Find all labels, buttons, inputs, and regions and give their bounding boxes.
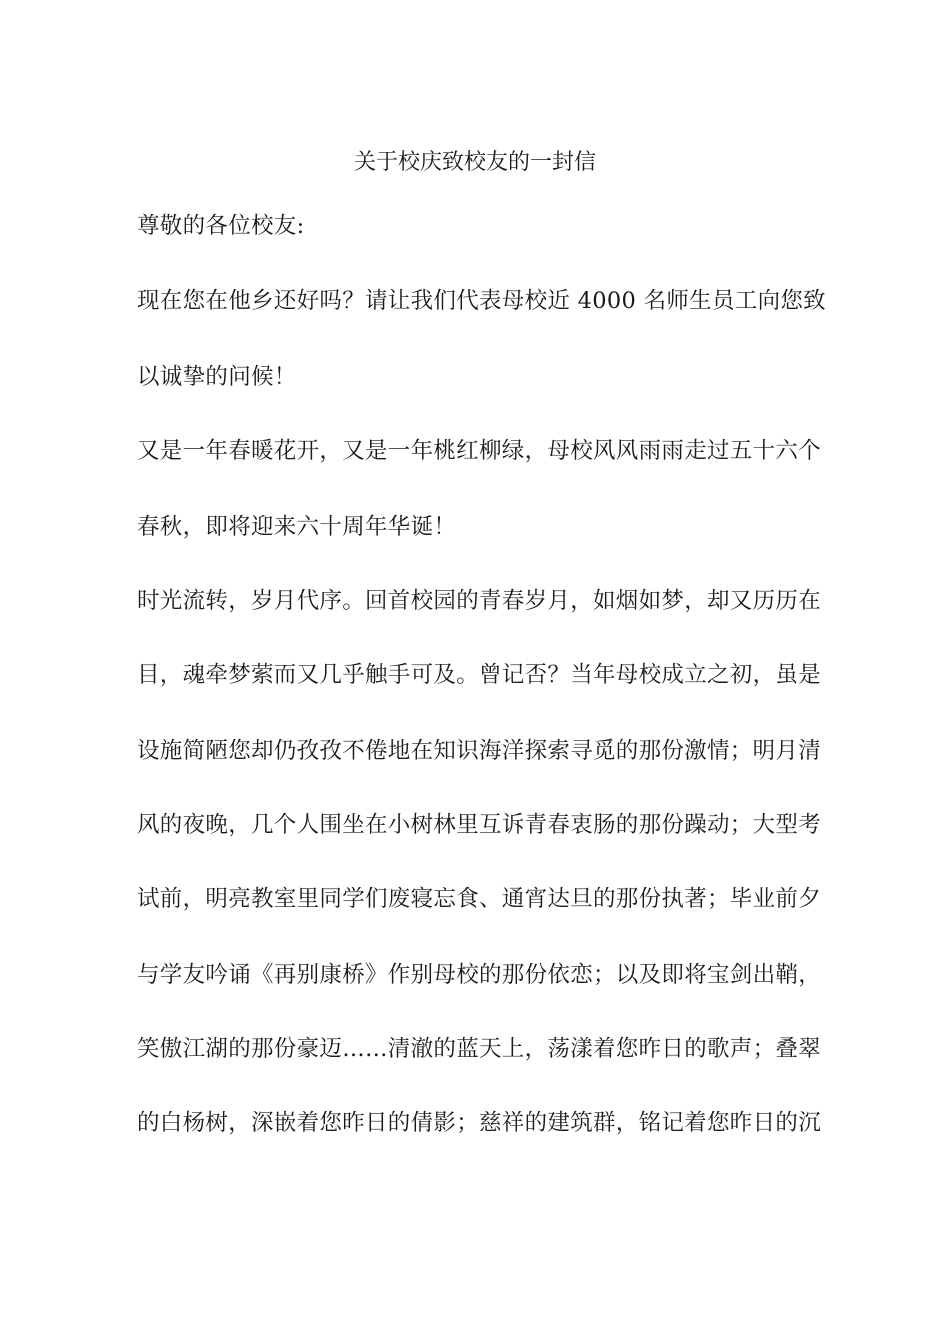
body-line: 风的夜晚，几个人围坐在小树林里互诉青春衷肠的那份躁动；大型考 xyxy=(137,812,822,838)
body-line: 又是一年春暖花开，又是一年桃红柳绿，母校风风雨雨走过五十六个 xyxy=(137,438,822,464)
body-line: 笑傲江湖的那份豪迈……清澈的蓝天上，荡漾着您昨日的歌声；叠翠 xyxy=(137,1036,822,1062)
body-line: 时光流转，岁月代序。回首校园的青春岁月，如烟如梦，却又历历在 xyxy=(137,588,822,614)
body-line: 春秋，即将迎来六十周年华诞！ xyxy=(137,514,457,540)
body-line: 与学友吟诵《再别康桥》作别母校的那份依恋；以及即将宝剑出鞘， xyxy=(137,962,822,988)
body-line: 试前，明亮教室里同学们废寝忘食、通宵达旦的那份执著；毕业前夕 xyxy=(137,886,822,912)
body-line: 目，魂牵梦萦而又几乎触手可及。曾记否？当年母校成立之初，虽是 xyxy=(137,662,822,688)
greeting-line: 尊敬的各位校友: xyxy=(137,213,305,239)
body-line: 的白杨树，深嵌着您昨日的倩影；慈祥的建筑群，铭记着您昨日的沉 xyxy=(137,1110,822,1136)
document-title: 关于校庆致校友的一封信 xyxy=(353,150,596,175)
body-line: 以诚挚的问候！ xyxy=(137,364,297,390)
body-line: 设施简陋您却仍孜孜不倦地在知识海洋探索寻觅的那份激情；明月清 xyxy=(137,738,822,764)
body-line: 现在您在他乡还好吗？请让我们代表母校近 4000 名师生员工向您致 xyxy=(137,288,826,314)
